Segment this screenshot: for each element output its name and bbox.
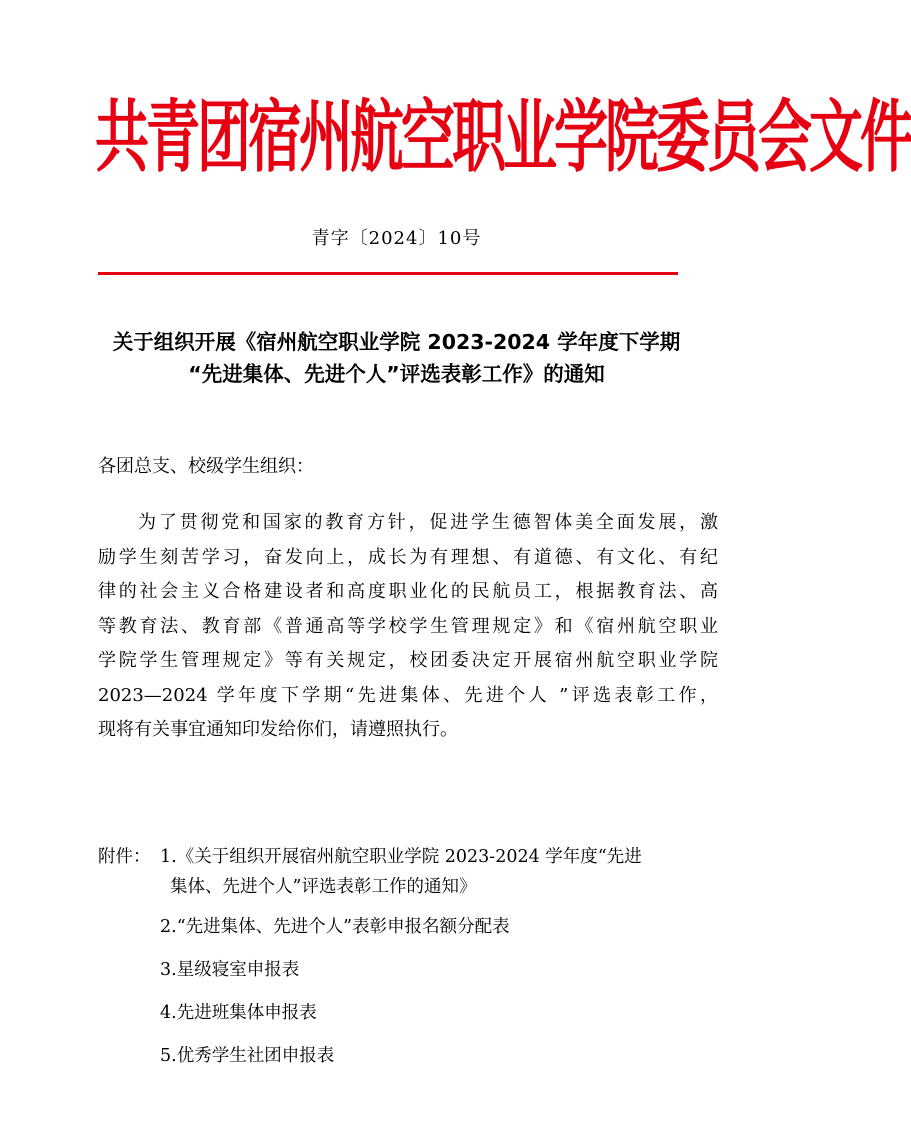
attachment-item-1-line-1: 1.《关于组织开展宿州航空职业学院 2023-2024 学年度“先进 [160, 847, 642, 867]
attachment-item-1-line-2: 集体、先进个人”评选表彰工作的通知》 [170, 877, 477, 897]
attachment-item [98, 844, 723, 874]
attachments-section [98, 844, 723, 1073]
red-divider-line [98, 272, 678, 275]
attachment-item-3: 3.星级寝室申报表 [160, 960, 300, 980]
attachment-item [98, 957, 723, 1000]
salutation: 各团总支、校级学生组织： [98, 456, 314, 477]
attachment-item [98, 1043, 723, 1073]
body-line: 为了贯彻党和国家的教育方针，促进学生德智体美全面发展，激 [138, 512, 718, 533]
attachments-label: 附件： [98, 847, 151, 867]
attachment-item-2: 2.“先进集体、先进个人”表彰申报名额分配表 [160, 917, 510, 937]
body-paragraph [98, 506, 718, 748]
body-line: 等教育法、教育部《普通高等学校学生管理规定》和《宿州航空职业 [98, 615, 718, 637]
body-line: 2023—2024 学年度下学期“先进集体、先进个人 ”评选表彰工作， [98, 684, 718, 706]
attachment-item-4: 4.先进班集体申报表 [160, 1003, 317, 1023]
attachment-item [98, 914, 723, 957]
body-line: 现将有关事宜通知印发给你们，请遵照执行。 [98, 719, 458, 740]
attachment-item-5: 5.优秀学生社团申报表 [160, 1046, 335, 1066]
document-number: 青字〔2024〕10号 [311, 228, 482, 249]
document-masthead: 共青团宿州航空职业学院委员会文件 [95, 91, 911, 183]
attachment-item [98, 1000, 723, 1043]
notice-title-line-1: 关于组织开展《宿州航空职业学院 2023-2024 学年度下学期 [112, 330, 681, 354]
notice-title [80, 326, 713, 390]
body-line: 励学生刻苦学习，奋发向上，成长为有理想、有道德、有文化、有纪 [98, 546, 718, 568]
body-line: 学院学生管理规定》等有关规定，校团委决定开展宿州航空职业学院 [98, 650, 718, 671]
body-line: 律的社会主义合格建设者和高度职业化的民航员工，根据教育法、高 [98, 581, 718, 602]
notice-title-line-2: “先进集体、先进个人”评选表彰工作》的通知 [188, 362, 605, 386]
attachment-item-continuation [98, 874, 723, 914]
